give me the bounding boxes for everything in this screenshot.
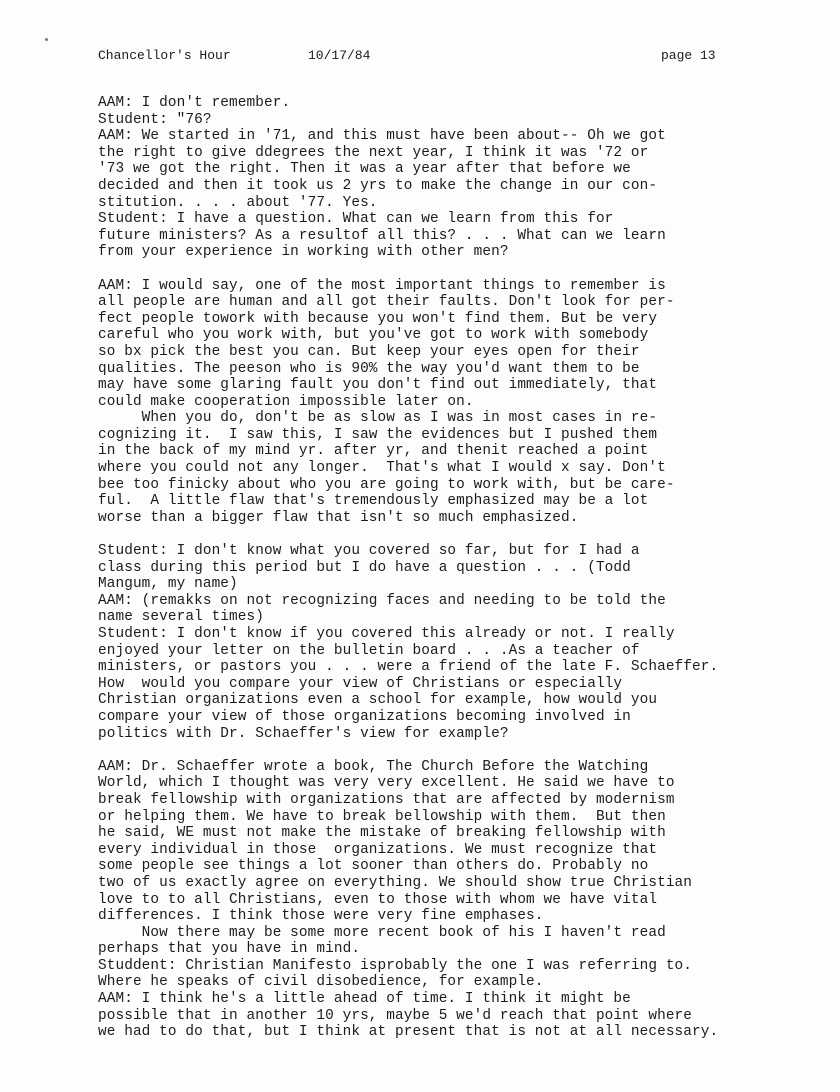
page-header [98, 48, 738, 68]
transcript-paragraph: AAM: I would say, one of the most important things to remember is all people are human and all got their faults. Don't look for per- fect people towork with because you won't find them. But be very careful who you work with, but you've got to work with somebody so bx pick the best you can. But keep your eyes open for their qualities. The peeson who is 90% the way you'd want them to be may have some glaring fault you don't find out immediately, that could make cooperation impossible later on. When you do, don't be as slow as I was in most cases in re- cognizing it. I saw this, I saw the evidences but I pushed them in the back of my mind yr. after yr, and thenit reached a point where you could not any longer. That's what I would x say. Don't bee too finicky about who you are going to work with, but be care- ful. A little flaw that's tremendously emphasized may be a lot worse than a bigger flaw that isn't so much emphasized. [98, 277, 675, 526]
paper-speck [45, 38, 48, 41]
header-page-number: page 13 [661, 48, 716, 63]
header-date: 10/17/84 [308, 48, 371, 63]
paragraph-gap [98, 742, 828, 759]
paragraph-gap [98, 526, 828, 543]
paragraph-gap [98, 261, 828, 278]
transcript-body [98, 95, 828, 1041]
transcript-paragraph: AAM: I don't remember. Student: "76? AAM: We started in '71, and this must have been about-- Oh we got the right to give ddegrees the next year, I think it was '72 or '73 we got the right. Then it was a year after that before we decided and then it took us 2 yrs to make the change in our con- stitution. . . . about '77. Yes. Student: I have a question. What can we learn from this for future ministers? As a resultof all this? . . . What can we learn from your experience in working with other men? [98, 95, 666, 261]
header-title: Chancellor's Hour [98, 48, 231, 63]
transcript-paragraph: AAM: Dr. Schaeffer wrote a book, The Church Before the Watching World, which I thought was very very excellent. He said we have to break fellowship with organizations that are affected by modernism or helping them. We have to break bellowship with them. But then he said, WE must not make the mistake of breaking fellowship with every individual in those organizations. We must recognize that some people see things a lot sooner than others do. Probably no two of us exactly agree on everything. We should show true Christian love to to all Christians, even to those with whom we have vital differences. I think those were very fine emphases. Now there may be some more recent book of his I haven't read perhaps that you have in mind. Studdent: Christian Manifesto isprobably the one I was referring to. Where he speaks of civil disobedience, for example. AAM: I think he's a little ahead of time. I think it might be possible that in another 10 yrs, maybe 5 we'd reach that point where we had to do that, but I think at present that is not at all necessary. [98, 758, 719, 1041]
transcript-paragraph: Student: I don't know what you covered so far, but for I had a class during this period but I do have a question . . . (Todd Mangum, my name) AAM: (remakks on not recognizing faces and needing to be told the name several times) Student: I don't know if you covered this already or not. I really enjoyed your letter on the bulletin board . . .As a teacher of ministers, or pastors you . . . were a friend of the late F. Schaeffer. How would you compare your view of Christians or especially Christian organizations even a school for example, how would you compare your view of those organizations becoming involved in politics with Dr. Schaeffer's view for example? [98, 543, 719, 742]
